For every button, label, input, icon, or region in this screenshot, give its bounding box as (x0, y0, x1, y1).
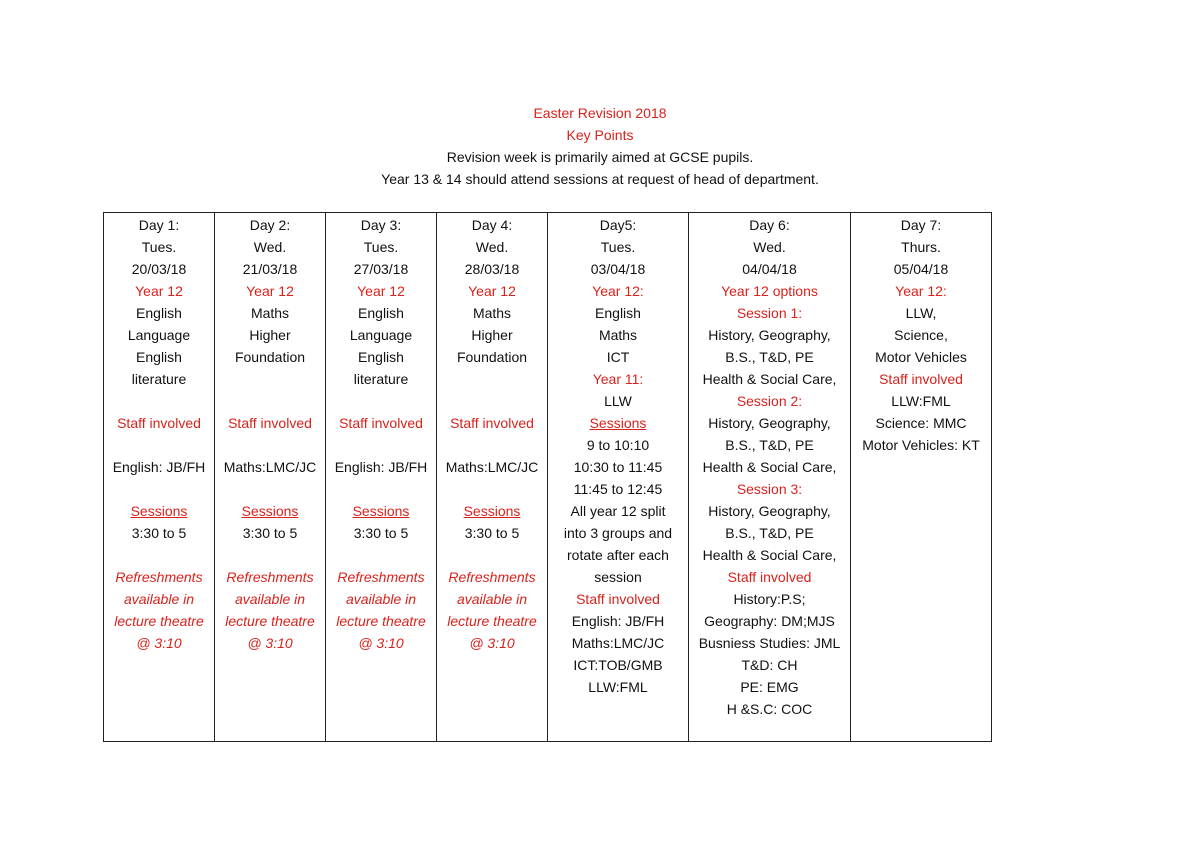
schedule-line: Language (349, 327, 413, 343)
spacer (437, 478, 547, 500)
schedule-line: 04/04/18 (742, 261, 797, 277)
schedule-line: Foundation (456, 349, 528, 365)
spacer (437, 434, 547, 456)
schedule-line: 27/03/18 (353, 261, 409, 277)
schedule-line: 21/03/18 (242, 261, 298, 277)
schedule-line: available in (123, 591, 195, 607)
document-header (0, 102, 1200, 190)
schedule-line: Session 3: (736, 481, 803, 497)
spacer (215, 478, 325, 500)
schedule-line: Year 12: (592, 283, 644, 299)
day-column-1 (104, 213, 215, 741)
day-column-4 (437, 213, 548, 741)
schedule-line: lecture theatre (225, 613, 315, 629)
schedule-line: English: JB/FH (112, 459, 206, 475)
schedule-line: Tues. (363, 239, 399, 255)
schedule-line: Maths:LMC/JC (445, 459, 539, 475)
schedule-line: LLW (604, 393, 632, 409)
schedule-line: ICT:TOB/GMB (573, 657, 663, 673)
schedule-line: Higher (471, 327, 513, 343)
schedule-line: session (594, 569, 642, 585)
schedule-line: Tues. (141, 239, 177, 255)
schedule-line: Refreshments (337, 569, 425, 585)
schedule-line: Day 1: (138, 217, 180, 233)
schedule-line: Geography: DM;MJS (704, 613, 835, 629)
schedule-line: PE: EMG (740, 679, 799, 695)
schedule-line: Refreshments (115, 569, 203, 585)
schedule-line: Year 12 (468, 283, 516, 299)
schedule-line: All year 12 split (570, 503, 666, 519)
schedule-line: 3:30 to 5 (242, 525, 298, 541)
intro-note: Revision week is primarily aimed at GCSE pupils. (446, 149, 754, 165)
spacer (104, 478, 214, 500)
schedule-line: @ 3:10 (247, 635, 293, 651)
schedule-line: 05/04/18 (893, 261, 949, 277)
schedule-line: 3:30 to 5 (353, 525, 409, 541)
spacer (215, 434, 325, 456)
schedule-line: Wed. (253, 239, 287, 255)
schedule-line: Wed. (475, 239, 509, 255)
spacer (437, 544, 547, 566)
schedule-line: Year 12 (246, 283, 294, 299)
day-column-2 (215, 213, 326, 741)
day-column-5 (548, 213, 689, 741)
schedule-line: English: JB/FH (571, 613, 665, 629)
schedule-line: Year 11: (592, 371, 644, 387)
schedule-line: English (595, 305, 641, 321)
attendance-note: Year 13 & 14 should attend sessions at request of head of department. (381, 171, 819, 187)
schedule-line: Motor Vehicles: KT (862, 437, 980, 453)
schedule-line: English (358, 349, 404, 365)
spacer (326, 478, 436, 500)
schedule-line: Higher (249, 327, 291, 343)
schedule-line: English (358, 305, 404, 321)
schedule-line: Year 12 (357, 283, 405, 299)
schedule-line: 3:30 to 5 (464, 525, 520, 541)
schedule-line: Wed. (753, 239, 786, 255)
schedule-line: Motor Vehicles (875, 349, 967, 365)
schedule-line: Sessions (130, 503, 188, 519)
schedule-line: available in (234, 591, 306, 607)
schedule-line: Refreshments (226, 569, 314, 585)
schedule-line: Staff involved (727, 569, 812, 585)
day-column-7 (851, 213, 991, 741)
schedule-line: 11:45 to 12:45 (573, 481, 663, 497)
schedule-line: Thurs. (901, 239, 941, 255)
schedule-line: Language (127, 327, 191, 343)
schedule-line: Staff involved (450, 415, 534, 431)
spacer (437, 368, 547, 390)
schedule-line: Tues. (600, 239, 636, 255)
schedule-line: ICT (606, 349, 630, 365)
schedule-line: 20/03/18 (131, 261, 187, 277)
schedule-line: Session 2: (736, 393, 803, 409)
schedule-line: Sessions (589, 415, 647, 431)
spacer (215, 368, 325, 390)
spacer (326, 434, 436, 456)
schedule-line: LLW:FML (588, 679, 648, 695)
schedule-line: Day 6: (749, 217, 790, 233)
schedule-line: @ 3:10 (136, 635, 182, 651)
schedule-line: English (136, 305, 182, 321)
schedule-line: Day 7: (900, 217, 942, 233)
schedule-line: 28/03/18 (464, 261, 520, 277)
schedule-line: B.S., T&D, PE (725, 437, 814, 453)
schedule-line: Maths (472, 305, 512, 321)
schedule-line: Health & Social Care, (702, 547, 837, 563)
schedule-line: Day5: (599, 217, 637, 233)
schedule-line: lecture theatre (336, 613, 426, 629)
schedule-line: Staff involved (117, 415, 201, 431)
schedule-line: B.S., T&D, PE (725, 349, 814, 365)
spacer (437, 390, 547, 412)
schedule-line: @ 3:10 (469, 635, 515, 651)
schedule-line: English: JB/FH (334, 459, 428, 475)
schedule-line: lecture theatre (447, 613, 537, 629)
schedule-line: Staff involved (879, 371, 963, 387)
spacer (215, 544, 325, 566)
schedule-line: 3:30 to 5 (131, 525, 187, 541)
schedule-line: Sessions (463, 503, 521, 519)
schedule-line: 9 to 10:10 (586, 437, 650, 453)
schedule-line: Staff involved (576, 591, 660, 607)
day-column-6 (689, 213, 851, 741)
spacer (215, 390, 325, 412)
schedule-line: into 3 groups and (563, 525, 673, 541)
schedule-line: Science, (894, 327, 948, 343)
schedule-line: Day 4: (471, 217, 513, 233)
schedule-line: lecture theatre (114, 613, 204, 629)
schedule-line: History, Geography, (708, 415, 831, 431)
schedule-line: literature (353, 371, 409, 387)
schedule-line: 10:30 to 11:45 (573, 459, 663, 475)
schedule-line: Year 12 options (721, 283, 818, 299)
schedule-line: Session 1: (736, 305, 803, 321)
document-subtitle: Key Points (566, 127, 634, 143)
schedule-line: B.S., T&D, PE (725, 525, 814, 541)
schedule-line: Year 12 (135, 283, 183, 299)
schedule-line: Maths (250, 305, 290, 321)
day-column-3 (326, 213, 437, 741)
schedule-line: LLW, (905, 305, 937, 321)
schedule-line: 03/04/18 (590, 261, 646, 277)
schedule-line: Science: MMC (875, 415, 967, 431)
spacer (326, 390, 436, 412)
schedule-line: Maths:LMC/JC (571, 635, 665, 651)
schedule-line: Sessions (241, 503, 299, 519)
spacer (326, 544, 436, 566)
schedule-line: Foundation (234, 349, 306, 365)
schedule-line: Day 2: (249, 217, 291, 233)
revision-schedule-table (103, 212, 992, 742)
schedule-line: LLW:FML (891, 393, 951, 409)
schedule-line: T&D: CH (741, 657, 798, 673)
schedule-line: rotate after each (567, 547, 669, 563)
schedule-line: Staff involved (339, 415, 423, 431)
schedule-line: English (136, 349, 182, 365)
schedule-line: literature (131, 371, 187, 387)
spacer (104, 544, 214, 566)
schedule-line: Maths:LMC/JC (223, 459, 317, 475)
schedule-line: Staff involved (228, 415, 312, 431)
schedule-line: History:P.S; (733, 591, 806, 607)
schedule-line: Refreshments (448, 569, 536, 585)
schedule-line: History, Geography, (708, 503, 831, 519)
schedule-line: Day 3: (360, 217, 402, 233)
schedule-line: available in (456, 591, 528, 607)
schedule-line: Health & Social Care, (702, 371, 837, 387)
schedule-line: H &S.C: COC (726, 701, 813, 717)
spacer (104, 390, 214, 412)
schedule-line: available in (345, 591, 417, 607)
schedule-line: History, Geography, (708, 327, 831, 343)
schedule-line: Maths (598, 327, 638, 343)
spacer (104, 434, 214, 456)
schedule-line: Year 12: (895, 283, 947, 299)
schedule-line: Sessions (352, 503, 410, 519)
document-title: Easter Revision 2018 (533, 105, 667, 121)
schedule-line: @ 3:10 (358, 635, 404, 651)
schedule-line: Busniess Studies: JML (698, 635, 841, 651)
schedule-line: Health & Social Care, (702, 459, 837, 475)
